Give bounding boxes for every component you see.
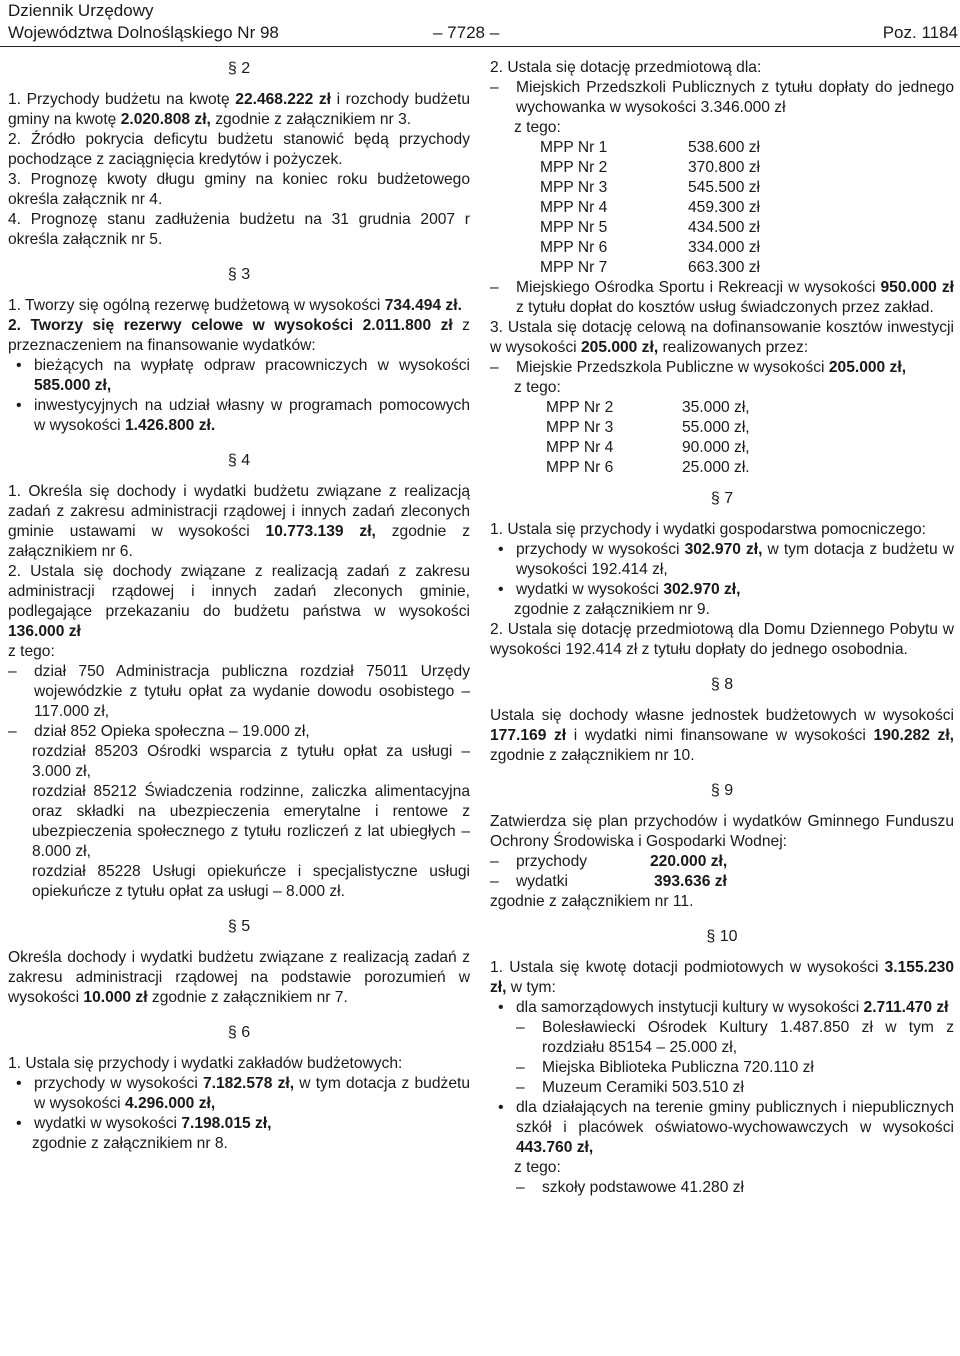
section-4-rozdzial-85203: rozdział 85203 Ośrodki wsparcia z tytułu opłat za usługi – 3.000 zł, [32,743,470,780]
point-3: 3. Ustala się dotację celową na dofinansowanie kosztów inwestycji w wysokości 205.000 zł, realizowanych przez: [490,319,954,356]
right-column [490,58,954,1198]
section-6-annex: zgodnie z załącznikiem nr 8. [32,1135,228,1152]
section-5-heading: § 5 [8,916,470,938]
section-2-point-2: 2. Źródło pokrycia deficytu budżetu stanowić będą przychody pochodzące z zaciągnięcia kredytów i pożyczek. [8,131,470,168]
section-10-bullet-culture: • dla samorządowych instytucji kultury w wysokości 2.711.470 zł [490,998,954,1018]
point-2-intro: 2. Ustala się dotację przedmiotową dla: [490,59,762,76]
mpp-row: MPP Nr 1 538.600 zł [540,139,760,156]
section-8-heading: § 8 [490,674,954,696]
mpp-row: MPP Nr 5 434.500 zł [540,219,760,236]
journal-issue-line [8,22,958,44]
mpp-row: MPP Nr 7 663.300 zł [540,259,760,276]
section-4-ztego: z tego: [8,643,55,660]
point-2-kindergartens: – Miejskich Przedszkoli Publicznych z tytułu dopłaty do jednego wychowanka w wysokości 3.346.000 zł [490,78,954,118]
section-10-dash-bok: – Bolesławiecki Ośrodek Kultury 1.487.850 zł w tym z rozdziału 85154 – 25.000 zł, [516,1018,954,1058]
section-4-rozdzial-85228: rozdział 85228 Usługi opiekuńcze i specjalistyczne usługi opiekuńcze z tytułu opłat za usługi – 8.000 zł. [32,863,470,900]
position-number: Poz. 1184 [882,23,958,42]
section-6-point-1: 1. Ustala się przychody i wydatki zakładów budżetowych: [8,1055,403,1072]
section-6-heading: § 6 [8,1022,470,1044]
left-column [8,58,470,1154]
section-6-bullet-expenses: • wydatki w wysokości 7.198.015 zł, [8,1114,470,1134]
section-2-heading: § 2 [8,58,470,80]
mpp-row: MPP Nr 6 334.000 zł [540,239,760,256]
point-3-ztego: z tego: [514,379,561,396]
section-7-annex: zgodnie z załącznikiem nr 9. [514,601,710,618]
section-3-point-1: 1. Tworzy się ogólną rezerwę budżetową w wysokości 734.494 zł. [8,297,462,314]
section-10-ztego: z tego: [514,1159,561,1176]
journal-issue: Województwa Dolnośląskiego Nr 98 [8,23,279,42]
mpp2-row: MPP Nr 4 90.000 zł, [546,439,750,456]
section-7-bullet-expenses: • wydatki w wysokości 302.970 zł, [490,580,954,600]
section-5-text: Określa dochody i wydatki budżetu związane z realizacją zadań z zakresu administracji rządowej na podstawie porozumień w wysokości 10.000 zł zgodnie z załącznikiem nr 7. [8,949,470,1006]
section-3-bullet-current: • bieżących na wypłatę odpraw pracowniczych w wysokości 585.000 zł, [8,356,470,396]
section-9-expenses: – wydatki 393.636 zł [490,872,954,892]
section-7-point-1: 1. Ustala się przychody i wydatki gospodarstwa pomocniczego: [490,521,926,538]
point-2-sport-center: – Miejskiego Ośrodka Sportu i Rekreacji w wysokości 950.000 zł z tytułu dopłat do kosztów usług świadczonych przez zakład. [490,278,954,318]
journal-title: Dziennik Urzędowy [8,1,154,20]
mpp-row: MPP Nr 3 545.500 zł [540,179,760,196]
point-3-kindergartens: – Miejskie Przedszkola Publiczne w wysokości 205.000 zł, [490,358,954,378]
page-number: – 7728 – [433,23,500,42]
mpp2-list [490,398,954,478]
section-9-heading: § 9 [490,780,954,802]
section-9-income: – przychody 220.000 zł, [490,852,954,872]
header-rule [0,46,960,47]
mpp-row: MPP Nr 4 459.300 zł [540,199,760,216]
section-4-point-2: 2. Ustala się dochody związane z realizacją zadań z zakresu administracji rządowej i innych zadań zleconych gminie, podlegające przekazaniu do budżetu państwa w wysokości 136.000 zł [8,563,470,640]
mpp-row: MPP Nr 2 370.800 zł [540,159,760,176]
section-2-point-1: 1. Przychody budżetu na kwotę 22.468.222 zł i rozchody budżetu gminy na kwotę 2.020.808 zł, zgodnie z załącznikiem nr 3. [8,91,470,128]
mpp2-row: MPP Nr 3 55.000 zł, [546,419,750,436]
section-10-dash-library: – Miejska Biblioteka Publiczna 720.110 zł [516,1058,954,1078]
section-2-point-3: 3. Prognozę kwoty długu gminy na koniec roku budżetowego określa załącznik nr 4. [8,171,470,208]
section-3-bullet-investment: • inwestycyjnych na udział własny w programach pomocowych w wysokości 1.426.800 zł. [8,396,470,436]
section-4-dash-750: – dział 750 Administracja publiczna rozdział 75011 Urzędy wojewódzkie z tytułu opłat za wydanie dowodu osobistego – 117.000 zł, [8,662,470,722]
section-6-bullet-income: • przychody w wysokości 7.182.578 zł, w tym dotacja z budżetu w wysokości 4.296.000 zł, [8,1074,470,1114]
section-7-bullet-income: • przychody w wysokości 302.970 zł, w tym dotacja z budżetu w wysokości 192.414 zł, [490,540,954,580]
section-9-text: Zatwierdza się plan przychodów i wydatków Gminnego Funduszu Ochrony Środowiska i Gospodarki Wodnej: [490,813,954,850]
mpp-list [490,138,954,278]
section-7-heading: § 7 [490,488,954,510]
section-10-dash-primary-schools: – szkoły podstawowe 41.280 zł [516,1178,954,1198]
section-10-dash-museum: – Muzeum Ceramiki 503.510 zł [516,1078,954,1098]
section-4-heading: § 4 [8,450,470,472]
section-10-heading: § 10 [490,926,954,948]
section-4-point-1: 1. Określa się dochody i wydatki budżetu związane z realizacją zadań z zakresu administracji rządowej i innych zadań zleconych gminie ustawami w wysokości 10.773.139 zł, zgodnie z załącznikiem nr 6. [8,483,470,560]
section-10-point-1: 1. Ustala się kwotę dotacji podmiotowych w wysokości 3.155.230 zł, w tym: [490,959,954,996]
section-2-point-4: 4. Prognozę stanu zadłużenia budżetu na 31 grudnia 2007 r określa załącznik nr 5. [8,211,470,248]
section-4-dash-852: – dział 852 Opieka społeczna – 19.000 zł, [8,722,470,742]
section-9-annex: zgodnie z załącznikiem nr 11. [490,893,694,910]
mpp2-row: MPP Nr 6 25.000 zł. [546,459,750,476]
section-3-point-2: 2. Tworzy się rezerwy celowe w wysokości 2.011.800 zł z przeznaczeniem na finansowanie wydatków: [8,317,470,354]
section-8-text: Ustala się dochody własne jednostek budżetowych w wysokości 177.169 zł i wydatki nimi finansowane w wysokości 190.282 zł, zgodnie z załącznikiem nr 10. [490,707,954,764]
section-7-point-2: 2. Ustala się dotację przedmiotową dla Domu Dziennego Pobytu w wysokości 192.414 zł z tytułu dopłaty do jednego osobodnia. [490,621,954,658]
section-3-heading: § 3 [8,264,470,286]
mpp2-row: MPP Nr 2 35.000 zł, [546,399,750,416]
section-4-rozdzial-85212: rozdział 85212 Świadczenia rodzinne, zaliczka alimentacyjna oraz składki na ubezpieczenia emerytalne i rentowe z ubezpieczenia społecznego z tytułu rozliczeń z lat ubiegłych – 8.000 zł, [32,783,470,860]
point-2-ztego: z tego: [514,119,561,136]
page-header [8,0,958,44]
section-10-bullet-schools: • dla działających na terenie gminy publicznych i niepublicznych szkół i placówek oświatowo-wychowawczych w wysokości 443.760 zł, [490,1098,954,1158]
